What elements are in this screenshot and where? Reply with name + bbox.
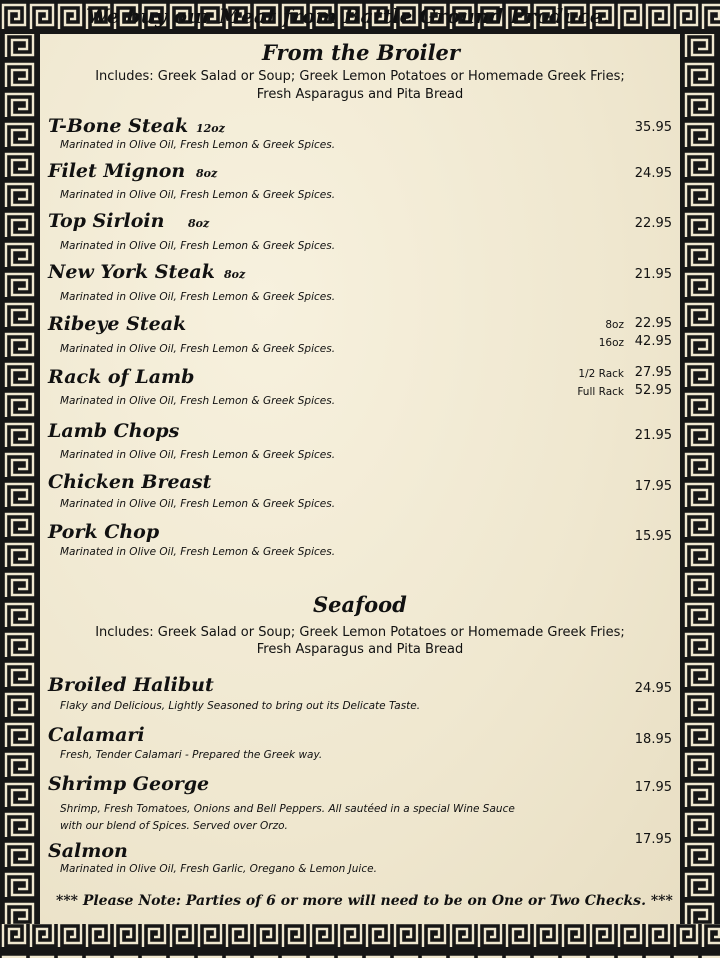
menu-item-size: 12oz: [196, 122, 225, 135]
portion-label: Full Rack: [577, 386, 624, 398]
menu-item-description: Marinated in Olive Oil, Fresh Lemon & Greek Spices.: [60, 189, 336, 201]
header-tagline: We buy our Meat from Battle Ground Produce.: [86, 4, 610, 28]
menu-item-name: Calamari: [48, 724, 145, 746]
menu-item-name: Lamb Chops: [48, 420, 180, 442]
menu-item-price: 24.95: [634, 166, 672, 181]
menu-item-description: Marinated in Olive Oil, Fresh Lemon & Greek Spices.: [60, 139, 336, 151]
menu-item-price: 27.95: [634, 365, 672, 380]
menu-item-size: 8oz: [196, 167, 218, 180]
menu-item-price: 15.95: [634, 529, 672, 544]
menu-item-name: Salmon: [48, 840, 128, 862]
menu-item-size: 8oz: [188, 217, 210, 230]
menu-item-name: Broiled Halibut: [48, 674, 214, 696]
menu-item-description-cont: with our blend of Spices. Served over Orzo.: [60, 820, 288, 832]
menu-item-name: New York Steak: [48, 261, 215, 283]
seafood-includes-line2: Fresh Asparagus and Pita Bread: [256, 642, 464, 657]
seafood-includes-line1: Includes: Greek Salad or Soup; Greek Lemon Potatoes or Homemade Greek Fries;: [95, 625, 625, 640]
menu-item-price: 52.95: [634, 383, 672, 398]
menu-item-description: Marinated in Olive Oil, Fresh Lemon & Greek Spices.: [60, 449, 336, 461]
menu-item-price: 17.95: [634, 479, 672, 494]
broiler-includes-line1: Includes: Greek Salad or Soup; Greek Lemon Potatoes or Homemade Greek Fries;: [95, 69, 625, 84]
menu-item-description: Fresh, Tender Calamari - Prepared the Greek way.: [60, 749, 323, 761]
menu-item-description: Marinated in Olive Oil, Fresh Lemon & Greek Spices.: [60, 395, 336, 407]
portion-label: 1/2 Rack: [578, 368, 624, 380]
menu-item-name: Chicken Breast: [48, 471, 212, 493]
menu-item-price: 21.95: [634, 267, 672, 282]
menu-item-description: Shrimp, Fresh Tomatoes, Onions and Bell Peppers. All sautéed in a special Wine Sauce: [60, 803, 515, 815]
menu-item-description: Flaky and Delicious, Lightly Seasoned to bring out its Delicate Taste.: [60, 700, 421, 712]
portion-label: 16oz: [598, 337, 624, 349]
menu-item-name: Ribeye Steak: [48, 313, 187, 335]
menu-item-name: Filet Mignon: [48, 160, 186, 182]
menu-item-description: Marinated in Olive Oil, Fresh Lemon & Greek Spices.: [60, 291, 336, 303]
menu-item-name: Pork Chop: [48, 521, 160, 543]
seafood-heading: Seafood: [313, 592, 407, 617]
menu-item-price: 17.95: [634, 780, 672, 795]
menu-item-description: Marinated in Olive Oil, Fresh Garlic, Oregano & Lemon Juice.: [60, 863, 377, 875]
menu-item-description: Marinated in Olive Oil, Fresh Lemon & Greek Spices.: [60, 546, 336, 558]
menu-item-name: Rack of Lamb: [48, 366, 195, 388]
menu-item-name: Shrimp George: [48, 773, 210, 795]
menu-item-price: 18.95: [634, 732, 672, 747]
menu-item-description: Marinated in Olive Oil, Fresh Lemon & Greek Spices.: [60, 240, 336, 252]
menu-item-name: Top Sirloin: [48, 210, 165, 232]
footer-note: *** Please Note: Parties of 6 or more will need to be on One or Two Checks. ***: [56, 893, 673, 909]
broiler-includes-line2: Fresh Asparagus and Pita Bread: [256, 87, 464, 102]
menu-item-description: Marinated in Olive Oil, Fresh Lemon & Greek Spices.: [60, 343, 336, 355]
menu-item-price: 22.95: [634, 316, 672, 331]
portion-label: 8oz: [605, 319, 624, 331]
menu-item-price: 35.95: [634, 120, 672, 135]
menu-item-description: Marinated in Olive Oil, Fresh Lemon & Greek Spices.: [60, 498, 336, 510]
broiler-heading: From the Broiler: [262, 40, 460, 65]
menu-item-price: 21.95: [634, 428, 672, 443]
menu-item-price: 17.95: [634, 832, 672, 847]
menu-item-price: 24.95: [634, 681, 672, 696]
menu-item-price: 22.95: [634, 216, 672, 231]
menu-item-name: T-Bone Steak: [48, 115, 189, 137]
menu-item-price: 42.95: [634, 334, 672, 349]
menu-item-size: 8oz: [224, 268, 246, 281]
